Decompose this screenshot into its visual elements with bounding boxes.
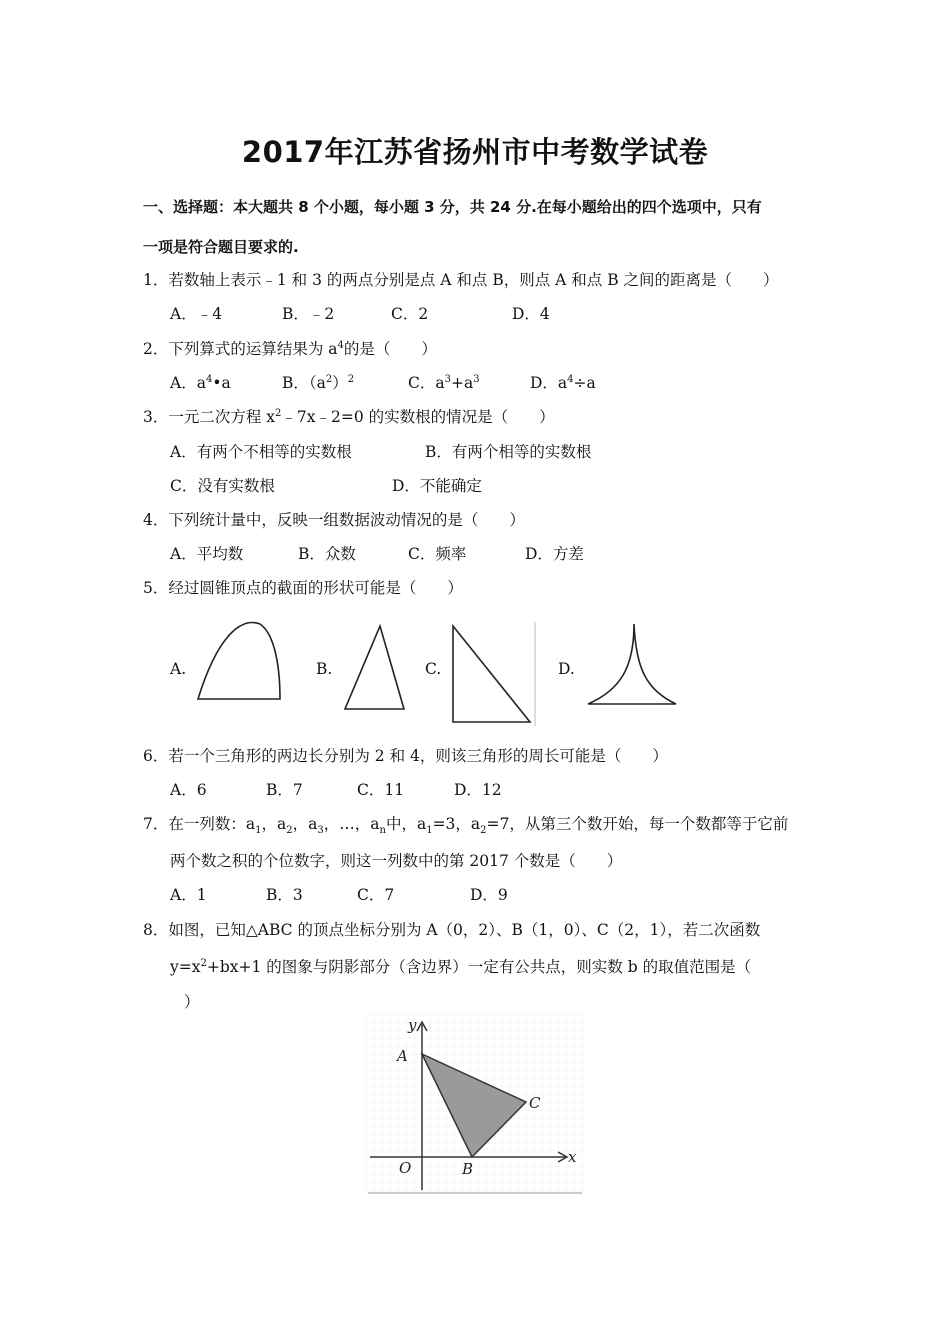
q5-option-b-label: B.	[316, 660, 333, 678]
q3-option-d: D．不能确定	[392, 477, 482, 495]
question-7-stem-line1: 7．在一列数：$a_1$，$a_2$，$a_3$，…，$a_n$中，$a_1=3$，$a_2=7$，从第三个数开始，每一个数都等于它前	[143, 815, 789, 837]
q7-option-d: D．9	[470, 886, 508, 904]
question-5-stem: 5．经过圆锥顶点的截面的形状可能是（ ）	[143, 579, 463, 597]
q3-option-a: A．有两个不相等的实数根	[170, 443, 352, 461]
q8-coordinate-figure	[366, 1014, 586, 1196]
q5-shape-a-parabola	[198, 623, 280, 699]
section-heading-line2: 一项是符合题目要求的.	[143, 238, 299, 256]
q4-option-d: D．方差	[525, 545, 584, 563]
q2-option-b: B．$(a^2)^2$	[282, 373, 355, 392]
question-8-stem-line1: 8．如图，已知△ABC 的顶点坐标分别为 A（0，2）、B（1，0）、C（2，1），若二次函数	[143, 921, 761, 939]
q5-shape-b-triangle	[345, 626, 404, 709]
q8-label-a: A	[397, 1047, 408, 1065]
q3-option-b: B．有两个相等的实数根	[425, 443, 592, 461]
q6-option-d: D．12	[454, 781, 502, 799]
q3-option-c: C．没有实数根	[170, 477, 275, 495]
q7-option-c: C．7	[357, 886, 395, 904]
q8-label-b: B	[462, 1160, 474, 1178]
question-4-stem: 4．下列统计量中，反映一组数据波动情况的是（ ）	[143, 511, 525, 529]
page-title: 2017年江苏省扬州市中考数学试卷	[241, 135, 709, 169]
q5-option-a-label: A.	[170, 660, 187, 678]
question-8-stem-line2: $y=x^2+bx+1$ 的图象与阴影部分（含边界）一定有公共点，则实数 b 的取值范围是（	[170, 957, 752, 976]
question-1-stem: 1．若数轴上表示﹣1 和 3 的两点分别是点 A 和点 B，则点 A 和点 B 之间的距离是（ ）	[143, 271, 779, 289]
q7-option-a: A．1	[170, 886, 207, 904]
q1-option-c: C．2	[391, 305, 429, 323]
q2-option-c: C．$a^3+a^3$	[408, 373, 480, 392]
q6-option-a: A．6	[170, 781, 207, 799]
section-heading-line1: 一、选择题：本大题共 8 个小题，每小题 3 分，共 24 分.在每小题给出的四个选项中，只有	[143, 198, 762, 216]
q1-option-a: A．﹣4	[170, 305, 223, 323]
q1-option-d: D．4	[512, 305, 550, 323]
q4-option-b: B．众数	[298, 545, 356, 563]
q6-option-c: C．11	[357, 781, 405, 799]
q6-option-b: B．7	[266, 781, 303, 799]
q8-label-c: C	[529, 1094, 541, 1112]
question-6-stem: 6．若一个三角形的两边长分别为 2 和 4，则该三角形的周长可能是（ ）	[143, 747, 668, 765]
q4-option-a: A．平均数	[170, 545, 244, 563]
q4-option-c: C．频率	[408, 545, 467, 563]
q8-label-o: O	[399, 1159, 412, 1177]
q7-option-b: B．3	[266, 886, 303, 904]
question-7-stem-line2: 两个数之积的个位数字，则这一列数中的第 2017 个数是（ ）	[170, 852, 623, 870]
q5-shape-c-right-triangle	[453, 626, 530, 722]
q5-shapes-figure	[190, 618, 690, 728]
q2-option-d: D．$a^4\div a$	[530, 373, 596, 392]
question-8-stem-line3: ）	[184, 993, 200, 1011]
q8-label-x: x	[568, 1148, 577, 1166]
q8-label-y: y	[408, 1016, 417, 1034]
q5-shape-d-cusp	[588, 624, 676, 704]
q5-option-c-label: C.	[425, 660, 442, 678]
q1-option-b: B．﹣2	[282, 305, 335, 323]
question-2-stem: 2．下列算式的运算结果为 $a^4$的是（ ）	[143, 339, 437, 358]
question-3-stem: 3．一元二次方程 $x^2﹣7x﹣2=0$ 的实数根的情况是（ ）	[143, 407, 555, 426]
q5-option-d-label: D.	[558, 660, 575, 678]
q2-option-a: A．$a^4•a$	[170, 373, 231, 392]
